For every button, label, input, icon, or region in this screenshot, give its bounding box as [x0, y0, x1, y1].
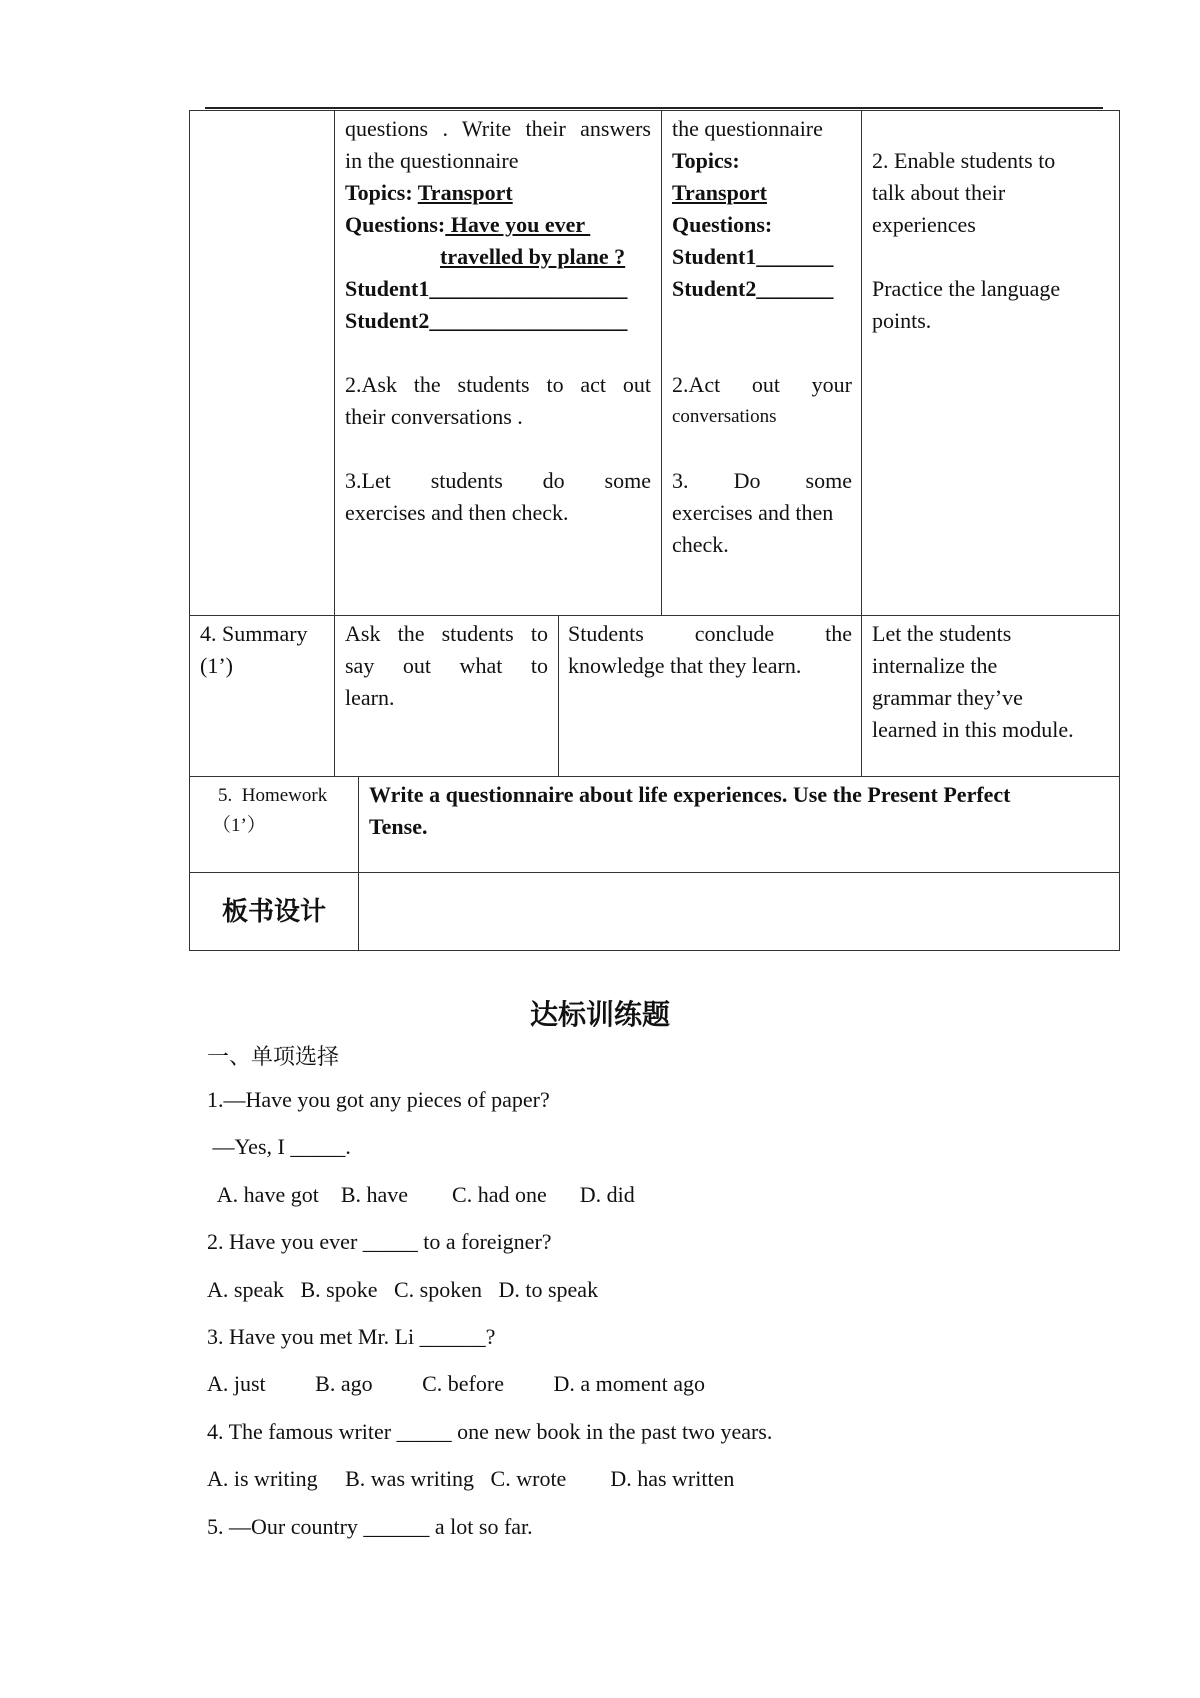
teacher-activity-cell [345, 616, 548, 776]
topic-value: Transport [672, 180, 767, 205]
topic-value: Transport [417, 180, 513, 205]
options-line: A. have got B. have C. had one D. did [207, 1182, 635, 1207]
teacher-text: exercises and then check. [345, 500, 569, 525]
section-heading: 一、单项选择 [207, 1045, 340, 1070]
question-text: travelled by plane ? [440, 244, 626, 269]
step-cell [212, 777, 354, 872]
question-text: Have you ever [445, 212, 591, 237]
teacher-text: learn. [345, 685, 395, 710]
purpose-text: Practice the language [872, 276, 1061, 301]
exercise-title: 达标训练题 [530, 998, 671, 1031]
teacher-text: their conversations . [345, 404, 523, 429]
purpose-cell [872, 111, 1112, 615]
teacher-text: questions . Write their answers [345, 116, 651, 141]
table-row-practice [189, 110, 1120, 616]
teacher-text: say out what to [345, 653, 548, 678]
homework-cell [369, 777, 1114, 872]
purpose-text: points. [872, 308, 932, 333]
purpose-text: grammar they’ve [872, 685, 1023, 710]
student-text: check. [672, 532, 729, 557]
teacher-text: 2.Ask the students to act out [345, 372, 651, 397]
board-content-cell [359, 873, 1119, 950]
topics-line: Topics: Transport [345, 180, 513, 205]
student-text: knowledge that they learn. [568, 653, 802, 678]
student-text: conversations [672, 406, 777, 427]
purpose-text: 2. Enable students to [872, 148, 1056, 173]
column-divider [861, 616, 862, 776]
teacher-text: 3.Let students do some [345, 468, 651, 493]
step-label: 4. Summary [200, 621, 308, 646]
column-divider [661, 111, 662, 615]
purpose-text: talk about their [872, 180, 1006, 205]
student1-blank: Student1_______ [672, 244, 834, 269]
question-line: 1.—Have you got any pieces of paper? [207, 1087, 550, 1112]
student-text: 2.Act out your [672, 372, 852, 397]
board-label-cell [190, 873, 358, 950]
board-label: 板书设计 [221, 896, 326, 927]
column-divider [334, 616, 335, 776]
student-text: 3. Do some [672, 468, 852, 493]
student-text: the questionnaire [672, 116, 823, 141]
table-row-summary [189, 615, 1120, 777]
column-divider [861, 111, 862, 615]
question-line: 4. The famous writer _____ one new book in the past two years. [207, 1419, 773, 1444]
teacher-text: Ask the students to [345, 621, 548, 646]
student2-blank: Student2__________________ [345, 308, 628, 333]
topics-label: Topics: [672, 148, 740, 173]
question-line: Questions: Have you ever [345, 212, 591, 237]
step-time: (1’) [200, 653, 233, 678]
student2-blank: Student2_______ [672, 276, 834, 301]
step-cell-empty [190, 111, 334, 615]
student-activity-cell [672, 111, 852, 615]
options-line: A. is writing B. was writing C. wrote D. has written [207, 1466, 735, 1491]
table-row-board [189, 872, 1120, 951]
question-line: 2. Have you ever _____ to a foreigner? [207, 1229, 552, 1254]
student-text: exercises and then [672, 500, 834, 525]
step-time: （1’） [212, 815, 266, 836]
teacher-text: in the questionnaire [345, 148, 519, 173]
purpose-text: learned in this module. [872, 717, 1074, 742]
purpose-text: experiences [872, 212, 976, 237]
student-text: Students conclude the [568, 621, 852, 646]
options-line: A. speak B. spoke C. spoken D. to speak [207, 1277, 599, 1302]
purpose-cell [872, 616, 1116, 776]
column-divider [358, 777, 359, 872]
teacher-activity-cell [345, 111, 651, 615]
question-line: 5. —Our country ______ a lot so far. [207, 1514, 533, 1539]
options-line: A. just B. ago C. before D. a moment ago [207, 1371, 705, 1396]
question-line: —Yes, I _____. [207, 1134, 351, 1159]
top-rule [205, 107, 1103, 109]
column-divider [558, 616, 559, 776]
purpose-text: internalize the [872, 653, 998, 678]
step-label: 5. Homework [218, 785, 328, 806]
purpose-text: Let the students [872, 621, 1012, 646]
homework-text: Write a questionnaire about life experiences. Use the Present Perfect [369, 782, 1011, 807]
question-line: 3. Have you met Mr. Li ______? [207, 1324, 496, 1349]
questions-label: Questions: [672, 212, 773, 237]
column-divider [334, 111, 335, 615]
table-row-homework [189, 776, 1120, 873]
homework-text: Tense. [369, 814, 428, 839]
step-cell [200, 616, 328, 776]
student-activity-cell [568, 616, 852, 776]
student1-blank: Student1__________________ [345, 276, 628, 301]
